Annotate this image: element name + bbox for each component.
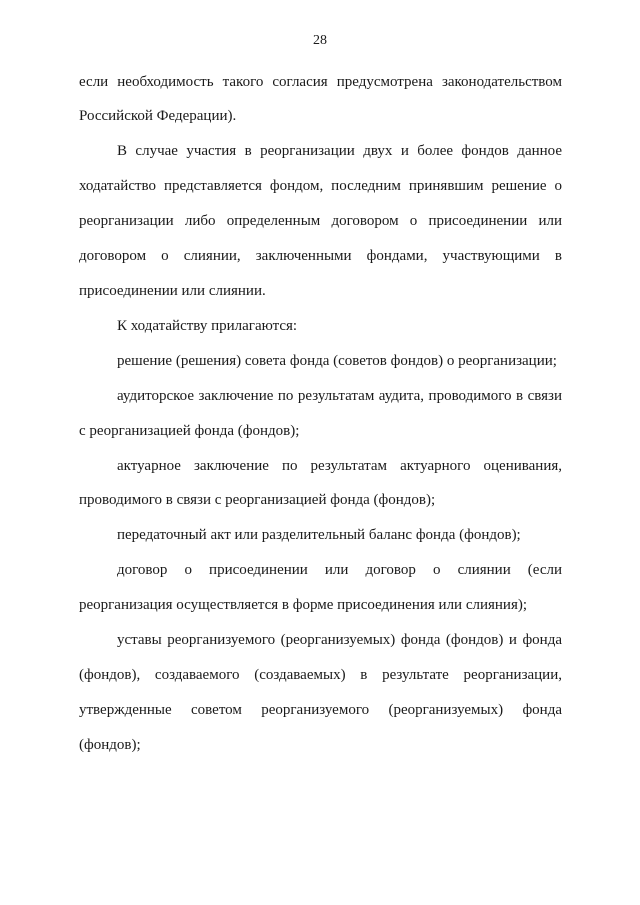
text-line: договор о присоединении или договор о слиянии (если (117, 562, 562, 578)
text-line: реорганизации либо определенным договором о присоединении или (79, 213, 562, 229)
text-line: (фондов); (79, 737, 141, 753)
text-line: Российской Федерации). (79, 108, 237, 124)
text-line: договором о слиянии, заключенными фондами, участвующими в (79, 248, 562, 264)
text-line: В случае участия в реорганизации двух и более фондов данное (117, 143, 562, 159)
text-line: утвержденные советом реорганизуемого (реорганизуемых) фонда (79, 702, 562, 718)
text-line: если необходимость такого согласия предусмотрена законодательством (79, 74, 562, 90)
text-line: проводимого в связи с реорганизацией фонда (фондов); (79, 492, 436, 508)
text-line: с реорганизацией фонда (фондов); (79, 423, 300, 439)
page-number: 28 (313, 33, 327, 48)
text-line: реорганизация осуществляется в форме присоединения или слияния); (79, 597, 528, 613)
text-line: передаточный акт или разделительный баланс фонда (фондов); (117, 527, 521, 543)
text-line: актуарное заключение по результатам актуарного оценивания, (117, 458, 562, 474)
text-line: ходатайство представляется фондом, последним принявшим решение о (79, 178, 562, 194)
text-line: решение (решения) совета фонда (советов фондов) о реорганизации; (117, 353, 557, 369)
text-line: уставы реорганизуемого (реорганизуемых) фонда (фондов) и фонда (117, 632, 562, 648)
text-line: аудиторское заключение по результатам аудита, проводимого в связи (117, 388, 562, 404)
text-line: присоединении или слиянии. (79, 283, 266, 299)
text-line: (фондов), создаваемого (создаваемых) в результате реорганизации, (79, 667, 562, 683)
text-line: К ходатайству прилагаются: (117, 318, 298, 334)
